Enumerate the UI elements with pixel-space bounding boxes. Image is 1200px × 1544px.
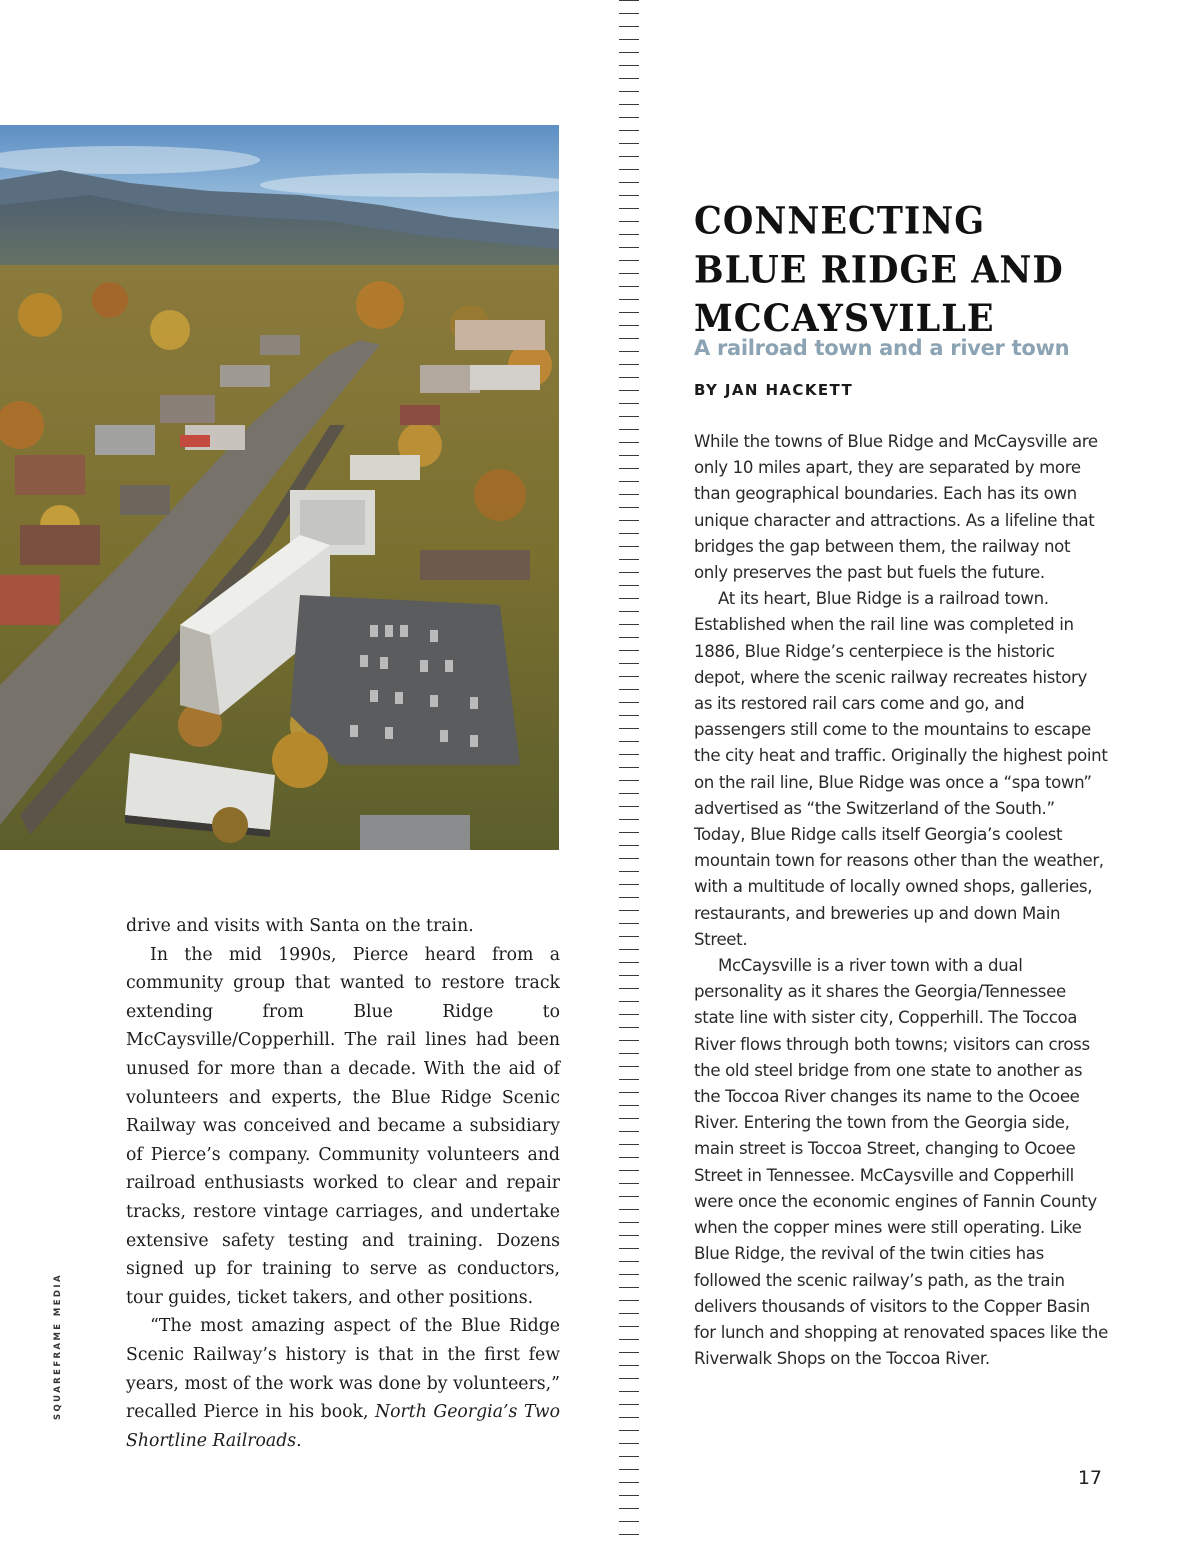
headline-line-3: MCCAYSVILLE <box>694 296 995 341</box>
body-paragraph-3: McCaysville is a river town with a dual personality as it shares the Georgia/Tennessee state line with sister city, Copperhill. The Toccoa River flows through both towns; visitors can cross the old steel bridge from one state to another as the Toccoa River changes its name to the Ocoee River. Entering the town from the Georgia side, main street is Toccoa Street, changing to Ocoee Street in Tennessee. McCaysville and Copperhill were once the economic engines of Fannin County when the copper mines were still operating. Like Blue Ridge, the revival of the twin cities has followed the scenic railway’s path, as the train delivers thousands of visitors to the Copper Basin for lunch and shopping at renovated spaces like the Riverwalk Shops on the Toccoa River. <box>694 956 1108 1369</box>
headline-line-1: CONNECTING <box>694 199 986 244</box>
aerial-town-photo <box>0 125 559 850</box>
continued-column <box>126 912 560 1455</box>
continued-paragraph-2: In the mid 1990s, Pierce heard from a community group that wanted to restore track extending from Blue Ridge to McCaysville/Copperhill. The rail lines had been unused for more than a decade. With the aid of volunteers and experts, the Blue Ridge Scenic Railway was conceived and became a subsidiary of Pierce’s company. Community volunteers and railroad enthusiasts worked to clear and repair tracks, restore vintage carriages, and undertake extensive safety testing and training. Dozens signed up for training to serve as conductors, tour guides, ticket takers, and other positions. <box>126 944 560 1308</box>
continued-paragraph-3 <box>126 1312 560 1455</box>
continued-paragraph-1: drive and visits with Santa on the train. <box>126 916 474 936</box>
quote-end: . <box>296 1430 302 1451</box>
body-paragraph-2: At its heart, Blue Ridge is a railroad town. Established when the rail line was completed in 1886, Blue Ridge’s centerpiece is the historic depot, where the scenic railway recreates history as its restored rail cars come and go, and passengers still come to the mountains to escape the city heat and traffic. Originally the highest point on the rail line, Blue Ridge was once a “spa town” advertised as “the Switzerland of the South.” Today, Blue Ridge calls itself Georgia’s coolest mountain town for reasons other than the weather, with a multitude of locally owned shops, galleries, restaurants, and breweries up and down Main Street. <box>694 589 1108 949</box>
article-headline <box>694 197 1154 343</box>
article-byline: BY JAN HACKETT <box>694 381 854 399</box>
body-paragraph-1: While the towns of Blue Ridge and McCaysville are only 10 miles apart, they are separated by more than geographical boundaries. Each has its own unique character and attractions. As a lifeline that bridges the gap between them, the railway not only preserves the past but fuels the future. <box>694 432 1098 583</box>
railroad-track-divider <box>619 0 639 1544</box>
article-body <box>694 429 1108 1372</box>
quote-text: “The most amazing aspect of the Blue Ridge Scenic Railway’s history is that in the first few years, most of the work was done by volunteers,” recalled Pierce in his book, <box>126 1316 560 1423</box>
headline-line-2: BLUE RIDGE AND <box>694 247 1064 293</box>
aerial-town-illustration <box>0 125 559 850</box>
page-number: 17 <box>1077 1467 1102 1489</box>
article-subhead: A railroad town and a river town <box>694 336 1070 360</box>
book-title: North Georgia’s Two Shortline Railroads <box>126 1402 560 1451</box>
photo-credit: SQUAREFRAME MEDIA <box>53 1273 63 1420</box>
